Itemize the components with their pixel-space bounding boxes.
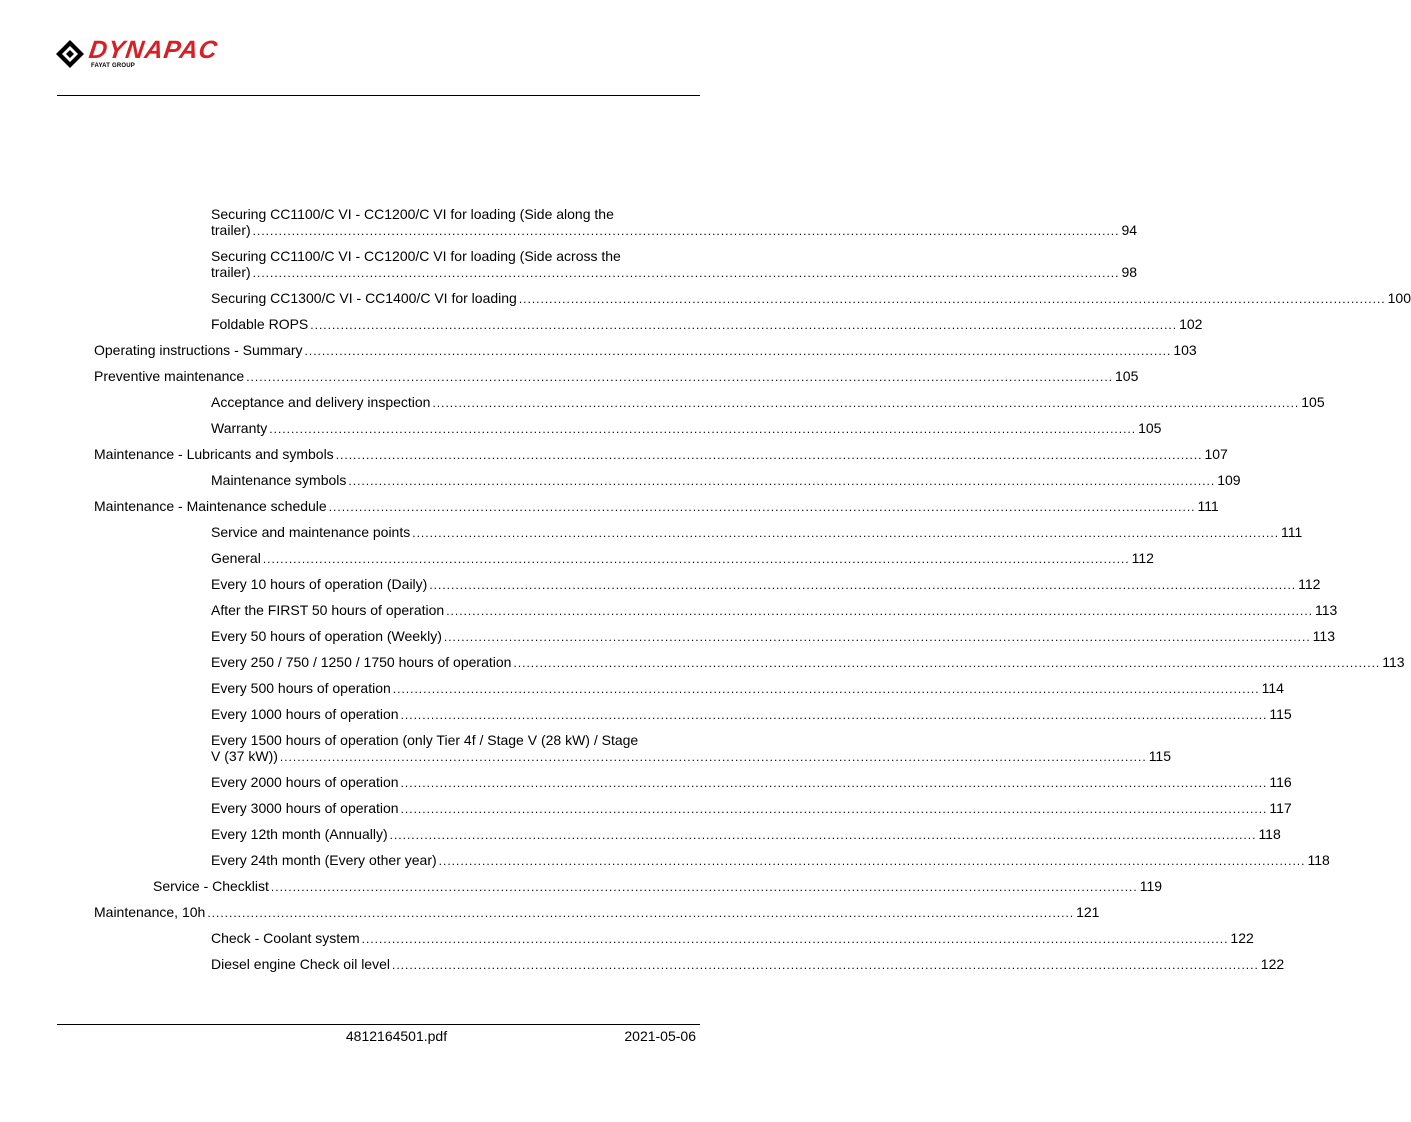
toc-entry-title: Maintenance symbols (211, 472, 347, 488)
toc-leader-dots: ........................................................................................................................................................................................................ (392, 682, 1260, 696)
toc-entry[interactable] (211, 602, 1338, 619)
toc-entry[interactable] (94, 904, 1100, 921)
toc-page-number: 122 (1230, 930, 1254, 946)
toc-leader-dots: ........................................................................................................................................................................................................ (279, 750, 1147, 764)
toc-entry-title: Every 500 hours of operation (211, 680, 391, 696)
toc-entry[interactable] (211, 680, 1284, 697)
toc-leader-dots: ........................................................................................................................................................................................................ (335, 448, 1203, 462)
toc-leader-dots: ........................................................................................................................................................................................................ (518, 292, 1386, 306)
toc-entry-title: Maintenance - Lubricants and symbols (94, 446, 334, 462)
toc-entry-title: Every 2000 hours of operation (211, 774, 399, 790)
toc-page-number: 105 (1301, 394, 1325, 410)
toc-leader-dots: ........................................................................................................................................................................................................ (446, 604, 1313, 618)
toc-entry-title: Acceptance and delivery inspection (211, 394, 431, 410)
toc-page-number: 98 (1121, 264, 1138, 280)
toc-entry[interactable] (211, 550, 1154, 567)
toc-entry-title: After the FIRST 50 hours of operation (211, 602, 445, 618)
toc-page-number: 114 (1261, 680, 1284, 696)
toc-entry[interactable] (94, 368, 1139, 385)
toc-page-number: 105 (1138, 420, 1162, 436)
toc-entry[interactable] (211, 654, 1405, 671)
toc-page-number: 102 (1179, 316, 1203, 332)
toc-entry-title: Every 3000 hours of operation (211, 800, 399, 816)
toc-entry[interactable] (211, 248, 1138, 281)
toc-leader-dots: ........................................................................................................................................................................................................ (412, 526, 1280, 540)
toc-entry-title: V (37 kW)) (211, 748, 278, 764)
toc-entry[interactable] (211, 316, 1203, 333)
toc-leader-dots: ........................................................................................................................................................................................................ (443, 630, 1311, 644)
toc-entry-title-line1: Securing CC1100/C VI - CC1200/C VI for loading (Side across the (211, 248, 621, 264)
toc-entry-title: Operating instructions - Summary (94, 342, 303, 358)
toc-entry-title: Every 10 hours of operation (Daily) (211, 576, 428, 592)
toc-entry-title: Every 1000 hours of operation (211, 706, 399, 722)
toc-entry-title: Service - Checklist (153, 878, 269, 894)
toc-leader-dots: ........................................................................................................................................................................................................ (429, 578, 1297, 592)
logo-subtitle: FAYAT GROUP (91, 63, 135, 69)
toc-entry-title: General (211, 550, 261, 566)
toc-page-number: 121 (1076, 904, 1100, 920)
toc-leader-dots: ........................................................................................................................................................................................................ (513, 656, 1381, 670)
toc-page-number: 117 (1269, 800, 1292, 816)
toc-page-number: 119 (1139, 878, 1163, 894)
toc-page-number: 111 (1197, 498, 1219, 514)
toc-page-number: 112 (1298, 576, 1321, 592)
toc-entry-title: Diesel engine Check oil level (211, 956, 390, 972)
toc-page-number: 107 (1204, 446, 1228, 462)
toc-leader-dots: ........................................................................................................................................................................................................ (400, 708, 1268, 722)
toc-entry[interactable] (211, 732, 1172, 765)
toc-entry-title: Check - Coolant system (211, 930, 360, 946)
toc-page-number: 118 (1258, 826, 1281, 842)
toc-page-number: 113 (1315, 602, 1338, 618)
toc-leader-dots: ........................................................................................................................................................................................................ (262, 552, 1130, 566)
toc-page-number: 113 (1312, 628, 1335, 644)
toc-leader-dots: ........................................................................................................................................................................................................ (252, 266, 1120, 280)
toc-page-number: 112 (1131, 550, 1154, 566)
toc-entry-title: Every 50 hours of operation (Weekly) (211, 628, 442, 644)
toc-entry-title: Maintenance, 10h (94, 904, 206, 920)
toc-entry[interactable] (211, 290, 1411, 307)
toc-leader-dots: ........................................................................................................................................................................................................ (438, 854, 1306, 868)
toc-entry-title: Every 250 / 750 / 1250 / 1750 hours of operation (211, 654, 512, 670)
toc-entry-title: trailer) (211, 264, 251, 280)
toc-entry-title-line1: Every 1500 hours of operation (only Tier 4f / Stage V (28 kW) / Stage (211, 732, 639, 748)
toc-leader-dots: ........................................................................................................................................................................................................ (207, 906, 1075, 920)
toc-entry[interactable] (211, 394, 1325, 411)
toc-page-number: 115 (1148, 748, 1172, 764)
toc-entry[interactable] (211, 800, 1292, 817)
toc-page-number: 118 (1307, 852, 1330, 868)
toc-entry-title: Foldable ROPS (211, 316, 309, 332)
toc-entry[interactable] (211, 930, 1254, 947)
toc-leader-dots: ........................................................................................................................................................................................................ (270, 880, 1138, 894)
toc-entry-title: Preventive maintenance (94, 368, 245, 384)
toc-entry[interactable] (94, 498, 1219, 515)
toc-leader-dots: ........................................................................................................................................................................................................ (348, 474, 1216, 488)
toc-entry[interactable] (211, 774, 1292, 791)
toc-page-number: 111 (1281, 524, 1303, 540)
toc-leader-dots: ........................................................................................................................................................................................................ (328, 500, 1196, 514)
toc-entry-title: Every 24th month (Every other year) (211, 852, 437, 868)
toc-entry[interactable] (211, 956, 1285, 973)
toc-entry[interactable] (211, 826, 1281, 843)
toc-page-number: 109 (1217, 472, 1241, 488)
toc-entry[interactable] (211, 524, 1303, 541)
toc-entry[interactable] (211, 472, 1241, 489)
toc-leader-dots: ........................................................................................................................................................................................................ (432, 396, 1300, 410)
toc-entry[interactable] (211, 628, 1335, 645)
toc-entry[interactable] (94, 446, 1228, 463)
toc-page-number: 103 (1173, 342, 1197, 358)
toc-entry-title: Securing CC1300/C VI - CC1400/C VI for loading (211, 290, 517, 306)
toc-page-number: 100 (1387, 290, 1411, 306)
footer-date: 2021-05-06 (624, 1028, 696, 1044)
toc-entry[interactable] (211, 576, 1321, 593)
toc-leader-dots: ........................................................................................................................................................................................................ (392, 958, 1259, 972)
toc-leader-dots: ........................................................................................................................................................................................................ (252, 224, 1120, 238)
toc-entry-title: Maintenance - Maintenance schedule (94, 498, 327, 514)
toc-leader-dots: ........................................................................................................................................................................................................ (400, 776, 1268, 790)
toc-entry-title: trailer) (211, 222, 251, 238)
toc-entry-title-line1: Securing CC1100/C VI - CC1200/C VI for loading (Side along the (211, 206, 614, 222)
toc-page-number: 113 (1382, 654, 1405, 670)
toc-leader-dots: ........................................................................................................................................................................................................ (304, 344, 1172, 358)
toc-page-number: 94 (1121, 222, 1138, 238)
toc-entry[interactable] (211, 852, 1330, 869)
toc-entry-title: Service and maintenance points (211, 524, 411, 540)
toc-leader-dots: ........................................................................................................................................................................................................ (269, 422, 1137, 436)
toc-entry[interactable] (211, 706, 1292, 723)
toc-entry-title: Warranty (211, 420, 268, 436)
toc-leader-dots: ........................................................................................................................................................................................................ (310, 318, 1178, 332)
toc-entry-title: Every 12th month (Annually) (211, 826, 388, 842)
footer-rule (57, 1024, 700, 1025)
logo-brand: DYNAPAC (87, 36, 220, 64)
toc-entry[interactable] (153, 878, 1163, 895)
toc-page-number: 122 (1260, 956, 1285, 972)
toc-page-number: 115 (1269, 706, 1292, 722)
toc-page-number: 116 (1269, 774, 1292, 790)
toc-leader-dots: ........................................................................................................................................................................................................ (389, 828, 1257, 842)
footer-filename: 4812164501.pdf (345, 1028, 448, 1044)
toc-entry[interactable] (94, 342, 1197, 359)
toc-entry[interactable] (211, 420, 1162, 437)
toc-leader-dots: ........................................................................................................................................................................................................ (400, 802, 1268, 816)
toc-leader-dots: ........................................................................................................................................................................................................ (246, 370, 1113, 384)
toc-entry[interactable] (211, 206, 1138, 239)
toc-page-number: 105 (1115, 368, 1139, 384)
toc-leader-dots: ........................................................................................................................................................................................................ (361, 932, 1229, 946)
